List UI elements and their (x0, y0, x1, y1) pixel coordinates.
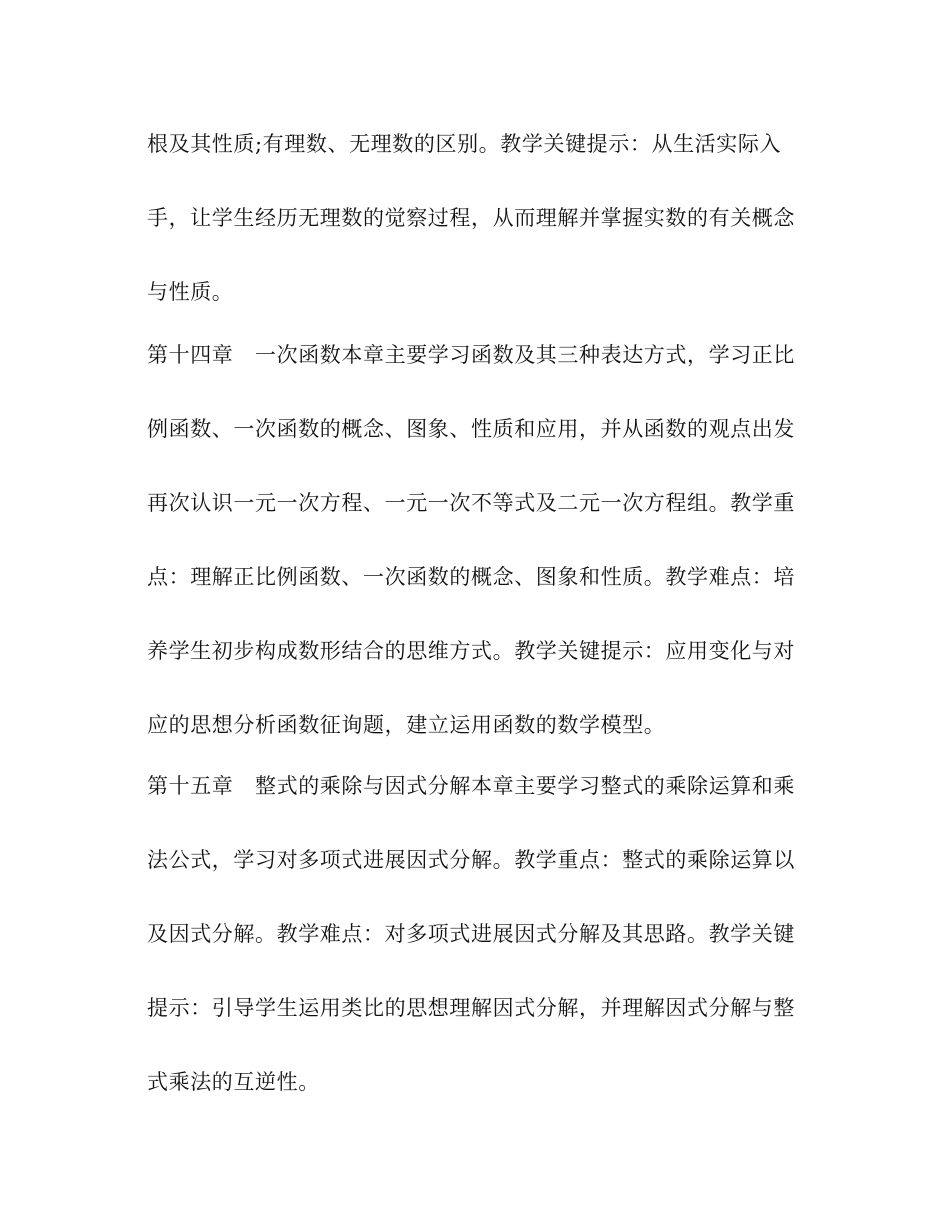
text-line: 养学生初步构成数形结合的思维方式。教学关键提示：应用变化与对 (147, 639, 795, 663)
text-line: 法公式，学习对多项式进展因式分解。教学重点：整式的乘除运算以 (147, 848, 795, 872)
text-line: 提示：引导学生运用类比的思想理解因式分解，并理解因式分解与整 (147, 996, 795, 1020)
text-line: 应的思想分析函数征询题，建立运用函数的数学模型。 (147, 713, 666, 737)
text-line: 根及其性质;有理数、无理数的区别。教学关键提示：从生活实际入 (147, 132, 782, 156)
text-line: 手，让学生经历无理数的觉察过程，从而理解并掌握实数的有关概念 (147, 206, 795, 230)
text-line: 及因式分解。教学难点：对多项式进展因式分解及其思路。教学关键 (147, 922, 795, 946)
chapter-14-line: 第十四章 一次函数本章主要学习函数及其三种表达方式，学习正比 (147, 343, 795, 367)
text-line: 例函数、一次函数的概念、图象、性质和应用，并从函数的观点出发 (147, 417, 795, 441)
text-line: 与性质。 (147, 280, 234, 304)
text-line: 式乘法的互逆性。 (147, 1070, 320, 1094)
text-line: 再次认识一元一次方程、一元一次不等式及二元一次方程组。教学重 (147, 491, 795, 515)
chapter-15-line: 第十五章 整式的乘除与因式分解本章主要学习整式的乘除运算和乘 (147, 774, 795, 798)
text-line: 点：理解正比例函数、一次函数的概念、图象和性质。教学难点：培 (147, 565, 795, 589)
